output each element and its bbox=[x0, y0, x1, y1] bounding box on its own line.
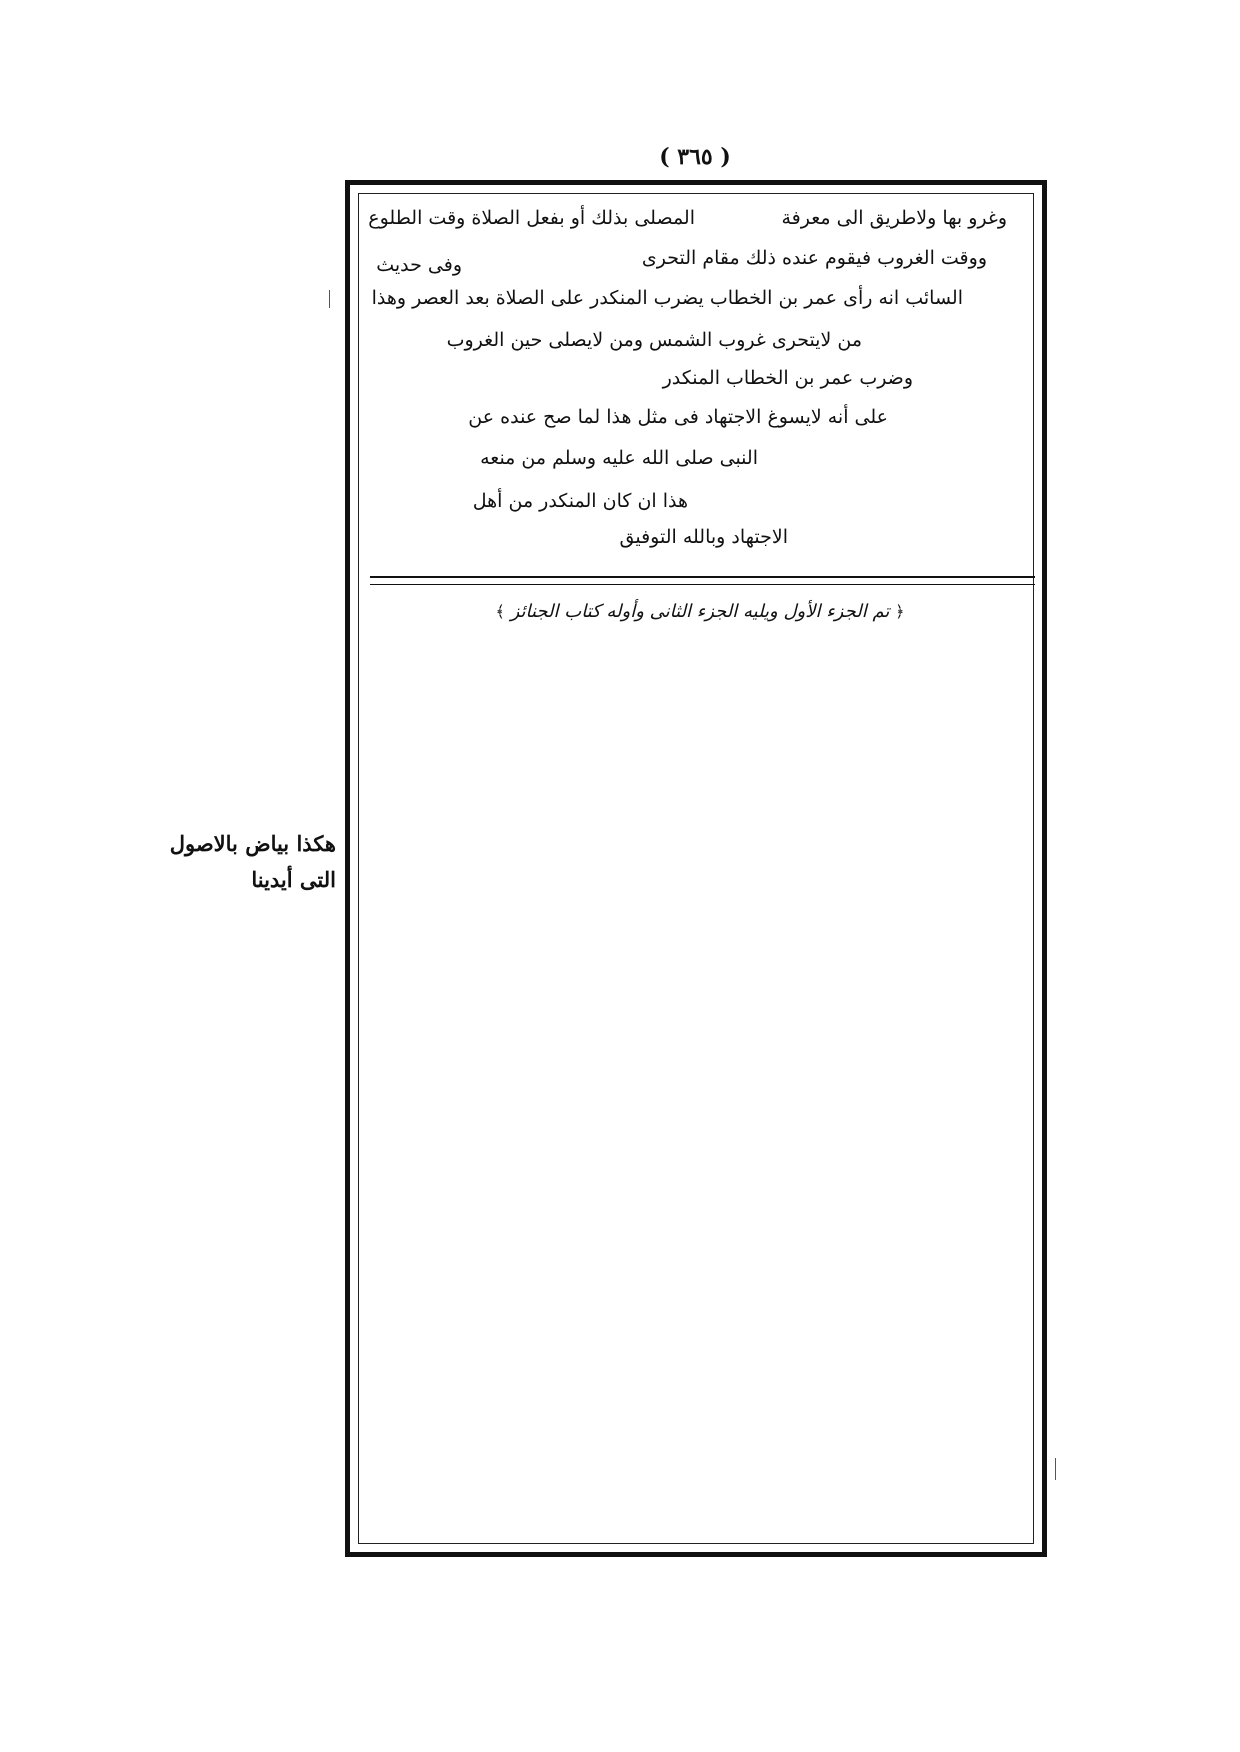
body-line-3: ووقت الغروب فيقوم عنده ذلك مقام التحرى bbox=[641, 247, 987, 269]
body-line-1: وغرو بها ولاطريق الى معرفة bbox=[781, 207, 1007, 229]
closing-text: تم الجزء الأول ويليه الجزء الثانى وأوله كتاب الجنائز bbox=[510, 601, 890, 622]
closing-statement bbox=[480, 601, 920, 622]
ornament-close: ﴾ bbox=[495, 602, 505, 621]
margin-note-line-1: هكذا بياض بالاصول bbox=[169, 831, 336, 856]
body-line-6: من لايتحرى غروب الشمس ومن لايصلى حين الغروب bbox=[446, 329, 862, 351]
body-line-7: وضرب عمر بن الخطاب المنكدر bbox=[662, 367, 913, 389]
page-number: ( ٣٦٥ ) bbox=[659, 144, 731, 170]
margin-note-line-2: التى أيدينا bbox=[251, 867, 336, 892]
scan-mark-right bbox=[1055, 1458, 1056, 1480]
body-line-2: المصلى بذلك أو بفعل الصلاة وقت الطلوع bbox=[368, 207, 695, 229]
section-divider-thick bbox=[370, 576, 1035, 578]
scan-mark-left bbox=[329, 290, 330, 308]
body-line-10: هذا ان كان المنكدر من أهل bbox=[472, 490, 688, 512]
page-frame-inner-border bbox=[358, 193, 1034, 1544]
body-line-4: وفى حديث bbox=[376, 254, 462, 276]
ornament-open: ﴿ bbox=[895, 602, 905, 621]
section-divider-thin bbox=[370, 584, 1035, 585]
body-line-5: السائب انه رأى عمر بن الخطاب يضرب المنكدر على الصلاة بعد العصر وهذا bbox=[371, 287, 963, 309]
body-line-11: الاجتهاد وبالله التوفيق bbox=[619, 526, 788, 548]
body-line-9: النبى صلى الله عليه وسلم من منعه bbox=[480, 447, 758, 469]
body-line-8: على أنه لايسوغ الاجتهاد فى مثل هذا لما صح عنده عن bbox=[468, 406, 888, 428]
